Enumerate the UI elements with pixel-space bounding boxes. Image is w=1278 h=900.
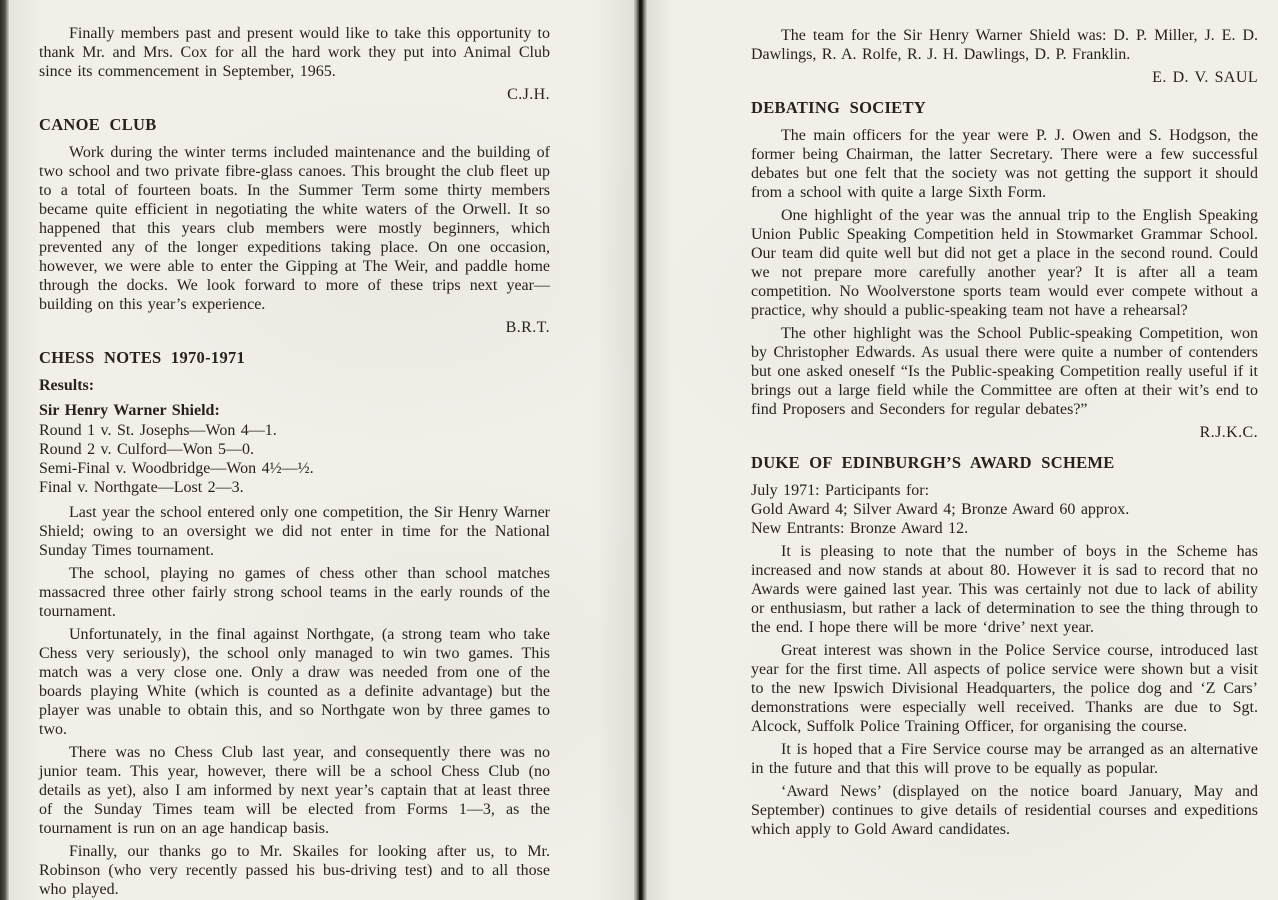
book-gutter xyxy=(634,0,647,900)
chess-result-line: Semi-Final v. Woodbridge—Won 4½—½. xyxy=(39,460,314,477)
paragraph-animal-club-close: Finally members past and present would like to take this opportunity to thank Mr. and Mrs. Cox for all the hard work they put into Animal Club since its commencement in September, 1965. xyxy=(39,25,550,80)
paragraph-chess-5: Finally, our thanks go to Mr. Skailes for looking after us, to Mr. Robinson (who very recently passed his bus-driving test) and to all those who played. xyxy=(39,843,550,898)
paragraph-award-3: It is hoped that a Fire Service course may be arranged as an alternative in the future and that this will prove to be equally as popular. xyxy=(751,741,1258,777)
paragraph-award-2: Great interest was shown in the Police Service course, introduced last year for the first time. All aspects of police service were shown but a visit to the new Ipswich Divisional Headquarters, the police dog and ‘Z Cars’ demonstrations were especially well received. Thanks are due to Sgt. Alcock, Suffolk Police Training Officer, for organising the course. xyxy=(751,642,1258,735)
paragraph-award-1: It is pleasing to note that the number of boys in the Scheme has increased and now stands at about 80. However it is sad to record that no Awards were gained last year. This was certainly not due to lack of ability or enthusiasm, but rather a lack of determination to see the thing through to the end. I hope there will be more ‘drive’ next year. xyxy=(751,543,1258,636)
chess-result-line: Final v. Northgate—Lost 2—3. xyxy=(39,479,244,496)
chess-results-label: Results: xyxy=(39,377,95,394)
paragraph-chess-3: Unfortunately, in the final against Northgate, (a strong team who take Chess very seriously), the school only managed to win two games. This match was a very close one. Only a draw was needed from one of the boards playing White (which is counted as a definite advantage) but the player was unable to obtain this, and so Northgate won by three games to two. xyxy=(39,626,550,738)
chess-result-line: Round 2 v. Culford—Won 5—0. xyxy=(39,441,254,458)
page-edge-shadow xyxy=(0,0,9,900)
signature-rjkc: R.J.K.C. xyxy=(1199,424,1258,441)
right-page xyxy=(647,0,1278,900)
left-page xyxy=(9,0,634,900)
paragraph-canoe-club: Work during the winter terms included maintenance and the building of two school and two private fibre-glass canoes. This brought the club fleet up to a total of fourteen boats. In the Summer Term some thirty members became quite efficient in negotiating the white waters of the Orwell. It so happened that this years club members were mostly beginners, which prevented any of the longer expeditions taking place. On one occasion, however, we were able to enter the Gipping at The Weir, and paddle home through the docks. We look forward to more of these trips next year—building on this year’s experience. xyxy=(39,144,550,313)
award-participants-line: July 1971: Participants for: xyxy=(751,482,930,499)
signature-cjh: C.J.H. xyxy=(507,86,550,103)
paragraph-chess-team: The team for the Sir Henry Warner Shield was: D. P. Miller, J. E. D. Dawlings, R. A. Rolfe, R. J. H. Dawlings, D. P. Franklin. xyxy=(751,27,1258,63)
chess-results-list xyxy=(39,421,550,497)
paragraph-chess-4: There was no Chess Club last year, and consequently there was no junior team. This year, however, there will be a school Chess Club (no details as yet), also I am informed by next year’s captain that at least three of the Sunday Times team will be elected from Forms 1—3, as the tournament is run on an age handicap basis. xyxy=(39,744,550,837)
paragraph-chess-2: The school, playing no games of chess other than school matches massacred three other fairly strong school teams in the early rounds of the tournament. xyxy=(39,565,550,620)
signature-brt: B.R.T. xyxy=(505,319,550,336)
section-heading-chess-notes: CHESS NOTES 1970-1971 xyxy=(39,348,246,367)
paragraph-debating-1: The main officers for the year were P. J. Owen and S. Hodgson, the former being Chairman, the latter Secretary. There were a few successful debates but one felt that the society was not getting the support it should from a school with quite a large Sixth Form. xyxy=(751,127,1258,201)
paragraph-chess-1: Last year the school entered only one competition, the Sir Henry Warner Shield; owing to an oversight we did not enter in time for the National Sunday Times tournament. xyxy=(39,504,550,559)
paragraph-debating-3: The other highlight was the School Public-speaking Competition, won by Christopher Edwards. As usual there were quite a number of contenders but one asked oneself “Is the Public-speaking Competition really useful if it brings out a large field while the Committee are often at their wit’s end to find Proposers and Seconders for regular debates?” xyxy=(751,325,1258,418)
paragraph-debating-2: One highlight of the year was the annual trip to the English Speaking Union Public Speaking Competition held in Stowmarket Grammar School. Our team did quite well but did not get a place in the second round. Could we not prepare more carefully another year? It is after all a team competition. No Woolverstone sports team would ever compete without a practice, why should a public-speaking team not have a rehearsal? xyxy=(751,207,1258,319)
award-participants-list xyxy=(751,481,1258,538)
award-participants-line: Gold Award 4; Silver Award 4; Bronze Award 60 approx. xyxy=(751,501,1130,518)
chess-result-line: Round 1 v. St. Josephs—Won 4—1. xyxy=(39,422,277,439)
section-heading-debating-society: DEBATING SOCIETY xyxy=(751,98,926,117)
paragraph-award-4: ‘Award News’ (displayed on the notice board January, May and September) continues to give details of residential courses and expeditions which apply to Gold Award candidates. xyxy=(751,783,1258,838)
section-heading-award-scheme: DUKE OF EDINBURGH’S AWARD SCHEME xyxy=(751,453,1115,472)
award-participants-line: New Entrants: Bronze Award 12. xyxy=(751,520,969,537)
section-heading-canoe-club: CANOE CLUB xyxy=(39,115,157,134)
signature-saul: E. D. V. SAUL xyxy=(1152,69,1258,86)
chess-shield-subheading: Sir Henry Warner Shield: xyxy=(39,402,220,419)
